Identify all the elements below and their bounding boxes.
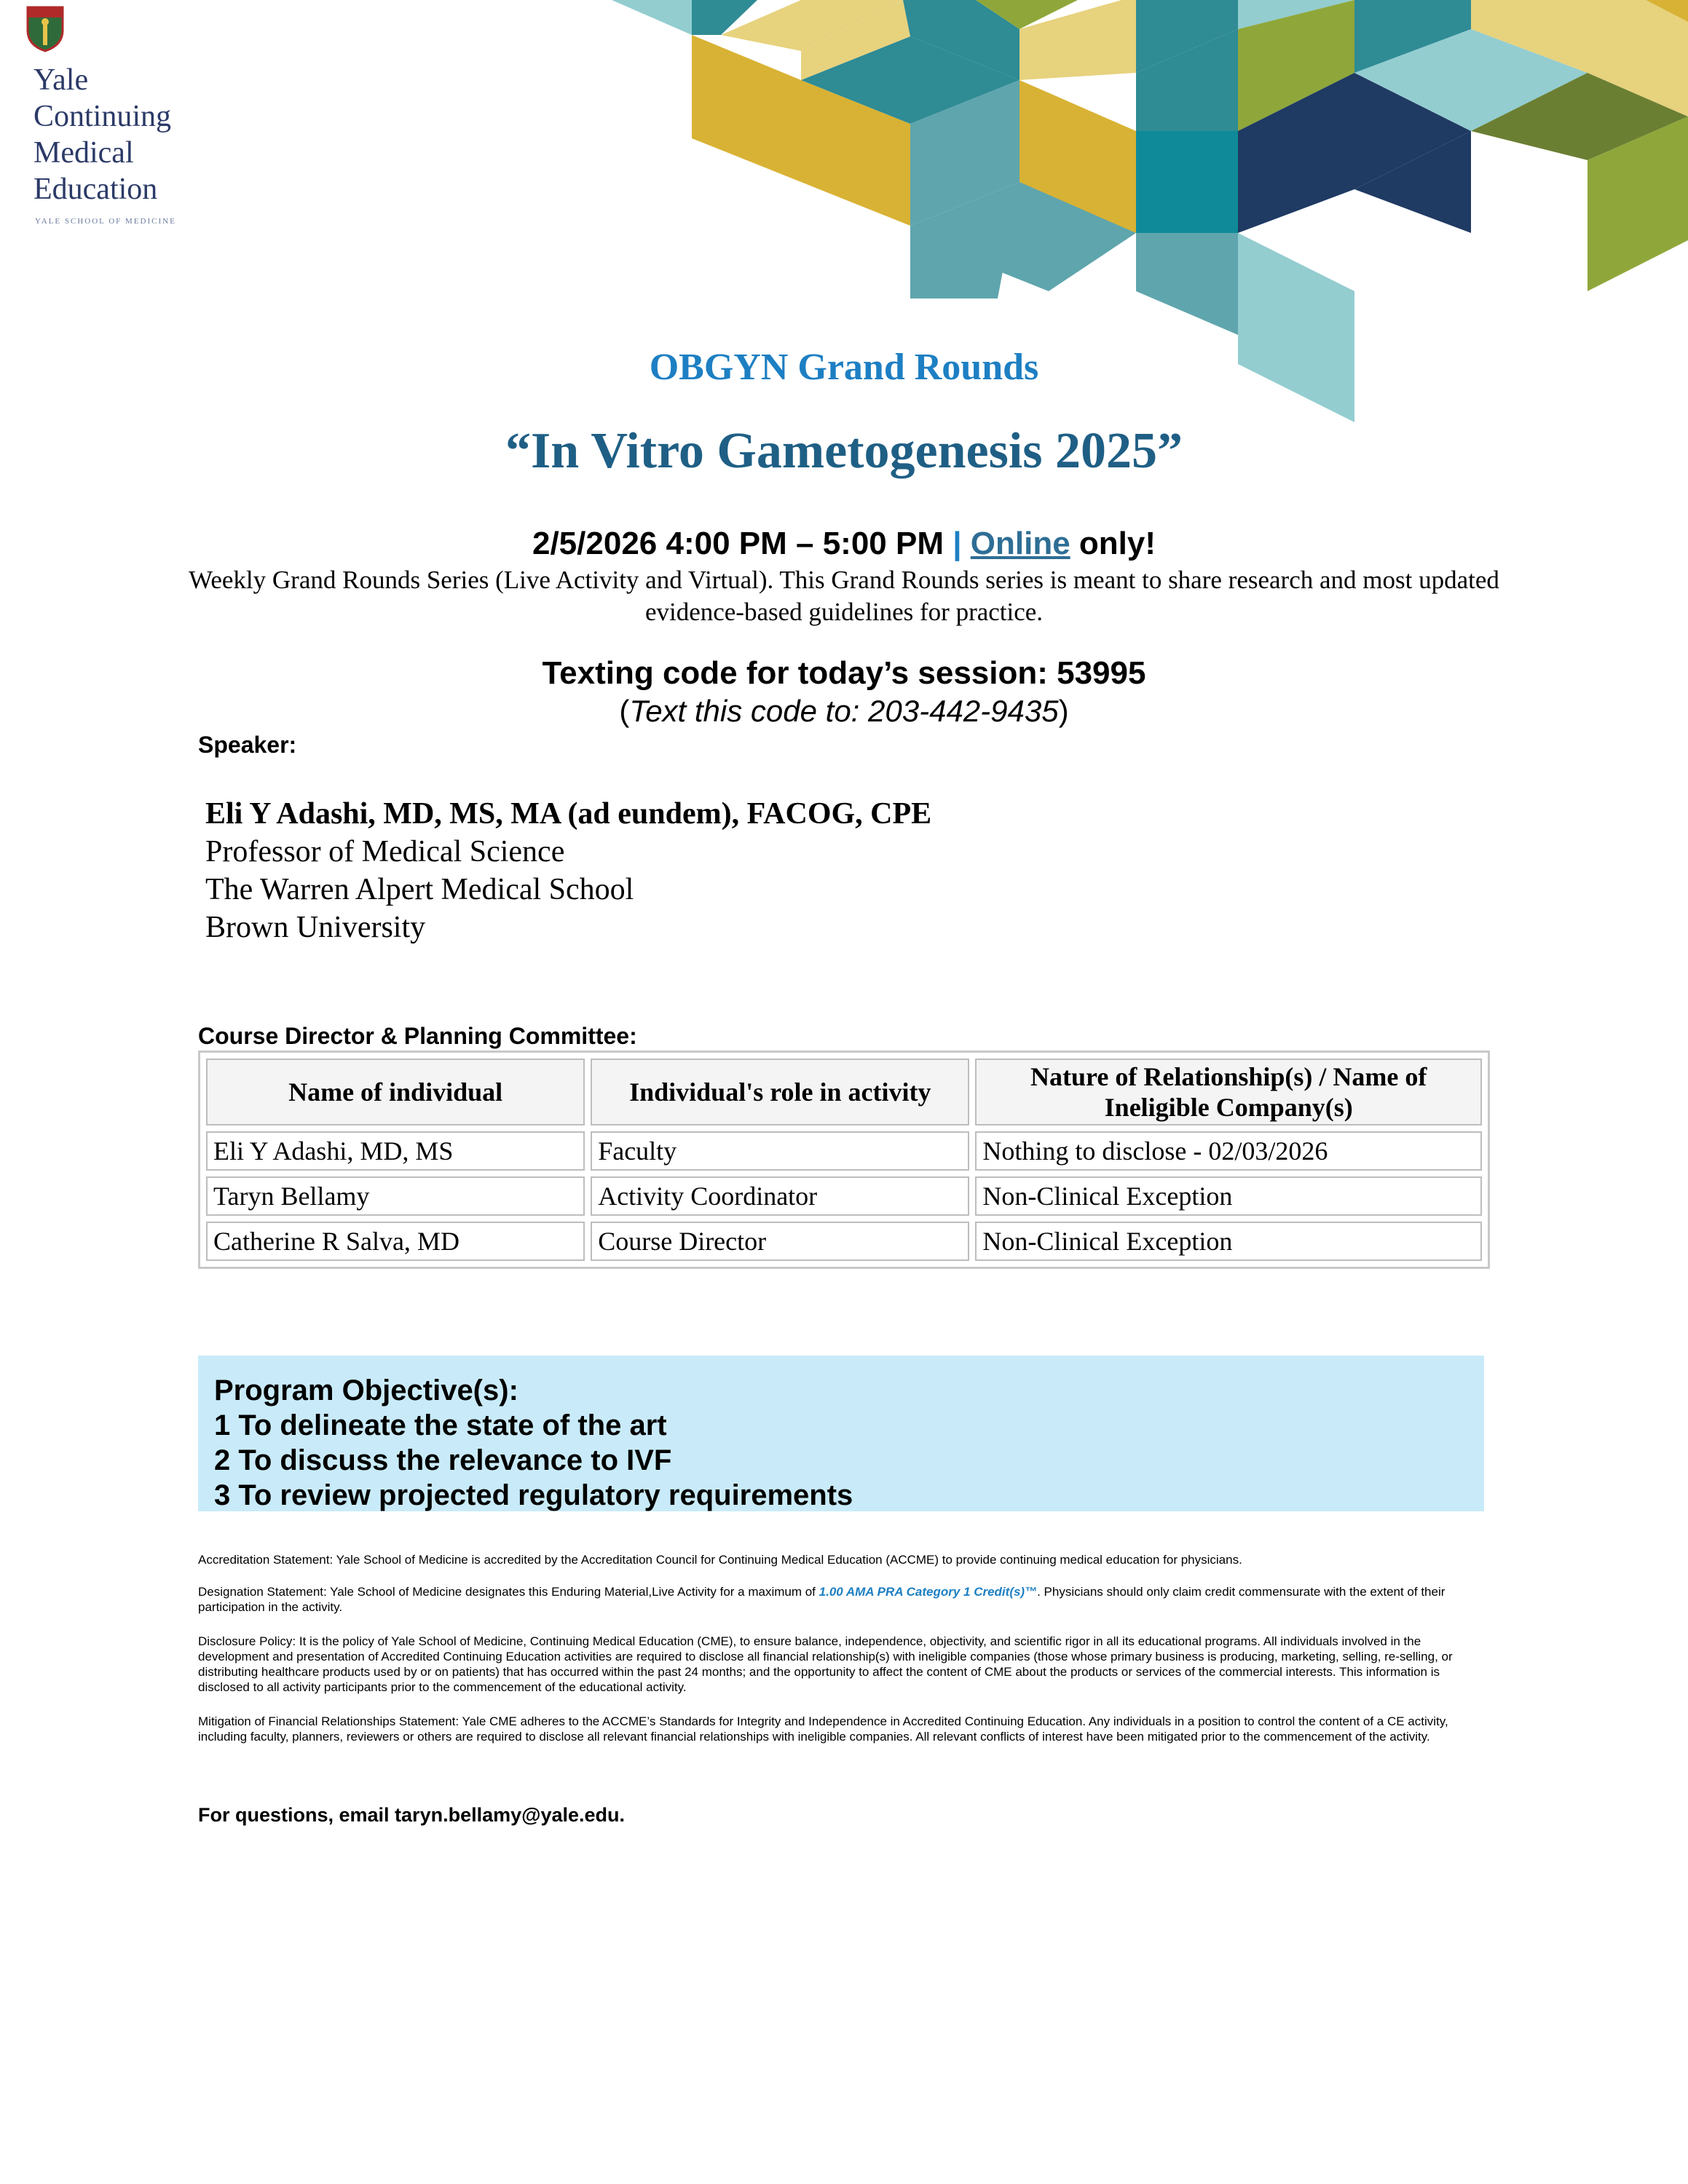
series-title: OBGYN Grand Rounds	[649, 347, 1039, 388]
speaker-label: Speaker:	[198, 732, 297, 758]
objective-item: 2 To discuss the relevance to IVF	[214, 1444, 672, 1476]
table-header-cell: Individual's role in activity	[591, 1059, 969, 1125]
speaker-name: Eli Y Adashi, MD, MS, MA (ad eundem), FACOG, CPE	[205, 797, 932, 831]
table-header-cell: Name of individual	[206, 1059, 585, 1125]
datetime-separator: |	[953, 526, 962, 561]
table-cell: Course Director	[591, 1222, 969, 1261]
text-to-text: Text this code to: 203-442-9435	[629, 694, 1059, 728]
table-cell: Eli Y Adashi, MD, MS	[206, 1131, 585, 1171]
session-datetime	[0, 526, 1688, 562]
online-link[interactable]: Online	[970, 526, 1070, 561]
contact-email[interactable]: For questions, email taryn.bellamy@yale.edu.	[198, 1804, 626, 1826]
designation-pre: Designation Statement: Yale School of Medicine designates this Enduring Material,Live Activity for a maximum of	[198, 1585, 819, 1599]
table-cell: Taryn Bellamy	[206, 1176, 585, 1216]
logo-line-4: Education	[33, 173, 158, 206]
table-cell: Non-Clinical Exception	[975, 1176, 1482, 1216]
logo-line-3: Medical	[33, 136, 134, 170]
table-row	[203, 1219, 1485, 1264]
committee-table	[198, 1051, 1490, 1269]
speaker-title: Professor of Medical Science	[205, 835, 565, 869]
mitigation-statement: Mitigation of Financial Relationships Statement: Yale CME adheres to the ACCME’s Standards for Integrity and Independence in Accredited Continuing Education. Any individuals in a position to control the content of a CE activity, including faculty, planners, reviewers or others are required to disclose all relevant financial relationships with ineligible companies. All relevant conflicts of interest have been mitigated prior to the commencement of the activity.	[198, 1714, 1448, 1744]
objectives-heading: Program Objective(s):	[214, 1374, 518, 1406]
designation-statement	[198, 1584, 1494, 1615]
logo-subtitle: YALE SCHOOL OF MEDICINE	[35, 217, 176, 226]
table-row	[203, 1128, 1485, 1174]
logo-line-1: Yale	[33, 63, 89, 97]
table-cell: Activity Coordinator	[591, 1176, 969, 1216]
speaker-block	[205, 795, 931, 946]
program-objectives	[198, 1356, 1484, 1511]
table-row	[203, 1174, 1485, 1219]
objective-item: 1 To delineate the state of the art	[214, 1409, 667, 1441]
text-to-close-paren: )	[1058, 694, 1069, 728]
objective-item: 3 To review projected regulatory requirements	[214, 1479, 853, 1511]
table-header-row	[203, 1056, 1485, 1128]
designation-credit: 1.00 AMA PRA Category 1 Credit(s)™	[819, 1585, 1038, 1599]
table-cell: Catherine R Salva, MD	[206, 1222, 585, 1261]
table-cell: Nothing to disclose - 02/03/2026	[975, 1131, 1482, 1171]
series-description: Weekly Grand Rounds Series (Live Activity and Virtual). This Grand Rounds series is meant to share research and most updated evidence-based guidelines for practice.	[189, 566, 1499, 626]
table-cell: Faculty	[591, 1131, 969, 1171]
disclosure-policy: Disclosure Policy: It is the policy of Yale School of Medicine, Continuing Medical Education (CME), to ensure balance, independence, objectivity, and scientific rigor in all its educational programs. All individuals involved in the development and presentation of Accredited Continuing Education activities are required to disclose all financial relationship(s) with ineligible companies (those whose primary business is producing, marketing, selling, re-selling, or distributing healthcare products used by or on patients) that has occurred within the past 24 months; and the opportunity to affect the content of CME about the products or services of the commercial interests. This information is disclosed to all activity participants prior to the commencement of the educational activity.	[198, 1634, 1453, 1694]
accreditation-statement: Accreditation Statement: Yale School of Medicine is accredited by the Accreditation Council for Continuing Medical Education (ACCME) to provide continuing medical education for physicians.	[198, 1553, 1242, 1567]
yale-shield-icon	[26, 6, 64, 52]
datetime-text: 2/5/2026 4:00 PM – 5:00 PM	[532, 526, 953, 561]
talk-title: “In Vitro Gametogenesis 2025”	[505, 423, 1183, 479]
yale-cme-logo	[26, 6, 216, 232]
text-to-open-paren: (	[619, 694, 630, 728]
designation-post: . Physicians should only claim credit commensurate with the extent of their participation in the activity.	[198, 1585, 1446, 1614]
texting-code: Texting code for today’s session: 53995	[542, 655, 1146, 691]
speaker-university: Brown University	[205, 911, 426, 944]
committee-label: Course Director & Planning Committee:	[198, 1023, 637, 1049]
table-cell: Non-Clinical Exception	[975, 1222, 1482, 1261]
text-to-number	[0, 694, 1688, 729]
logo-line-2: Continuing	[33, 100, 172, 133]
speaker-school: The Warren Alpert Medical School	[205, 873, 634, 906]
online-only-text: only!	[1070, 526, 1156, 561]
table-header-cell: Nature of Relationship(s) / Name of Ineligible Company(s)	[975, 1059, 1482, 1125]
